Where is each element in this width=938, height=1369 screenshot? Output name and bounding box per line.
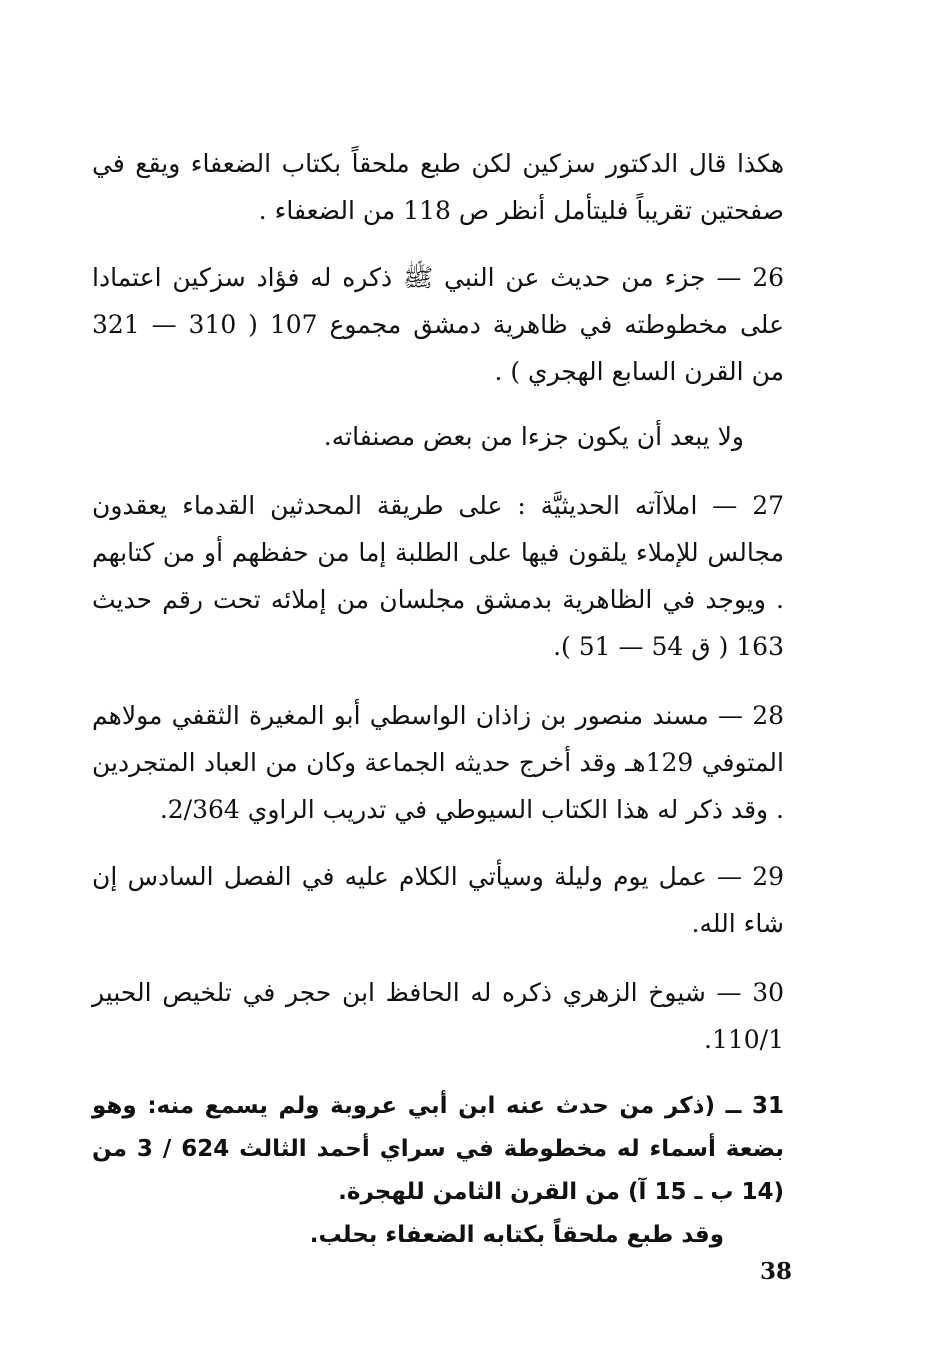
paragraph-note: ولا يبعد أن يكون جزءا من بعض مصنفاته. — [323, 422, 744, 451]
page-number: 38 — [760, 1258, 793, 1285]
paragraph-item-30: 30 — شيوخ الزهري ذكره له الحافظ ابن حجر في تلخيص الحبير 110/1. — [92, 978, 784, 1054]
paragraph-item-28: 28 — مسند منصور بن زاذان الواسطي أبو المغيرة الثقفي مولاهم المتوفي 129هـ وقد أخرج حديثه الجماعة وكان من العباد المتجردين . وقد ذكر له هذا الكتاب السيوطي في تدريب الراوي 2/364. — [92, 701, 784, 824]
page-body — [92, 140, 784, 1257]
paragraph-item-29: 29 — عمل يوم وليلة وسيأتي الكلام عليه في الفصل السادس إن شاء الله. — [92, 862, 784, 938]
paragraph-item-27: 27 — املاآته الحديثيَّة : على طريقة المحدثين القدماء يعقدون مجالس للإملاء يلقون فيها على الطلبة إما من حفظهم أو من كتابهم . ويوجد في الظاهرية بدمشق مجلسان من إملائه تحت رقم حديث 163 ( ق 54 — 51 ). — [92, 491, 784, 661]
paragraph-intro: هكذا قال الدكتور سزكين لكن طبع ملحقاً بكتاب الضعفاء ويقع في صفحتين تقريباً فليتأمل أنظر ص 118 من الضعفاء . — [92, 149, 784, 225]
paragraph-item-31-note: وقد طبع ملحقاً بكتابه الضعفاء بحلب. — [309, 1222, 724, 1248]
paragraph-item-26: 26 — جزء من حديث عن النبي ﷺ ذكره له فؤاد سزكين اعتمادا على مخطوطته في ظاهرية دمشق مجموع 107 ( 310 — 321 من القرن السابع الهجري ) . — [92, 263, 784, 386]
paragraph-item-31: 31 ــ (ذكر من حدث عنه ابن أبي عروبة ولم يسمع منه: وهو بضعة أسماء له مخطوطة في سراي أحمد الثالث 624 / 3 من (14 ب ـ 15 آ) من القرن الثامن للهجرة. — [92, 1093, 785, 1205]
